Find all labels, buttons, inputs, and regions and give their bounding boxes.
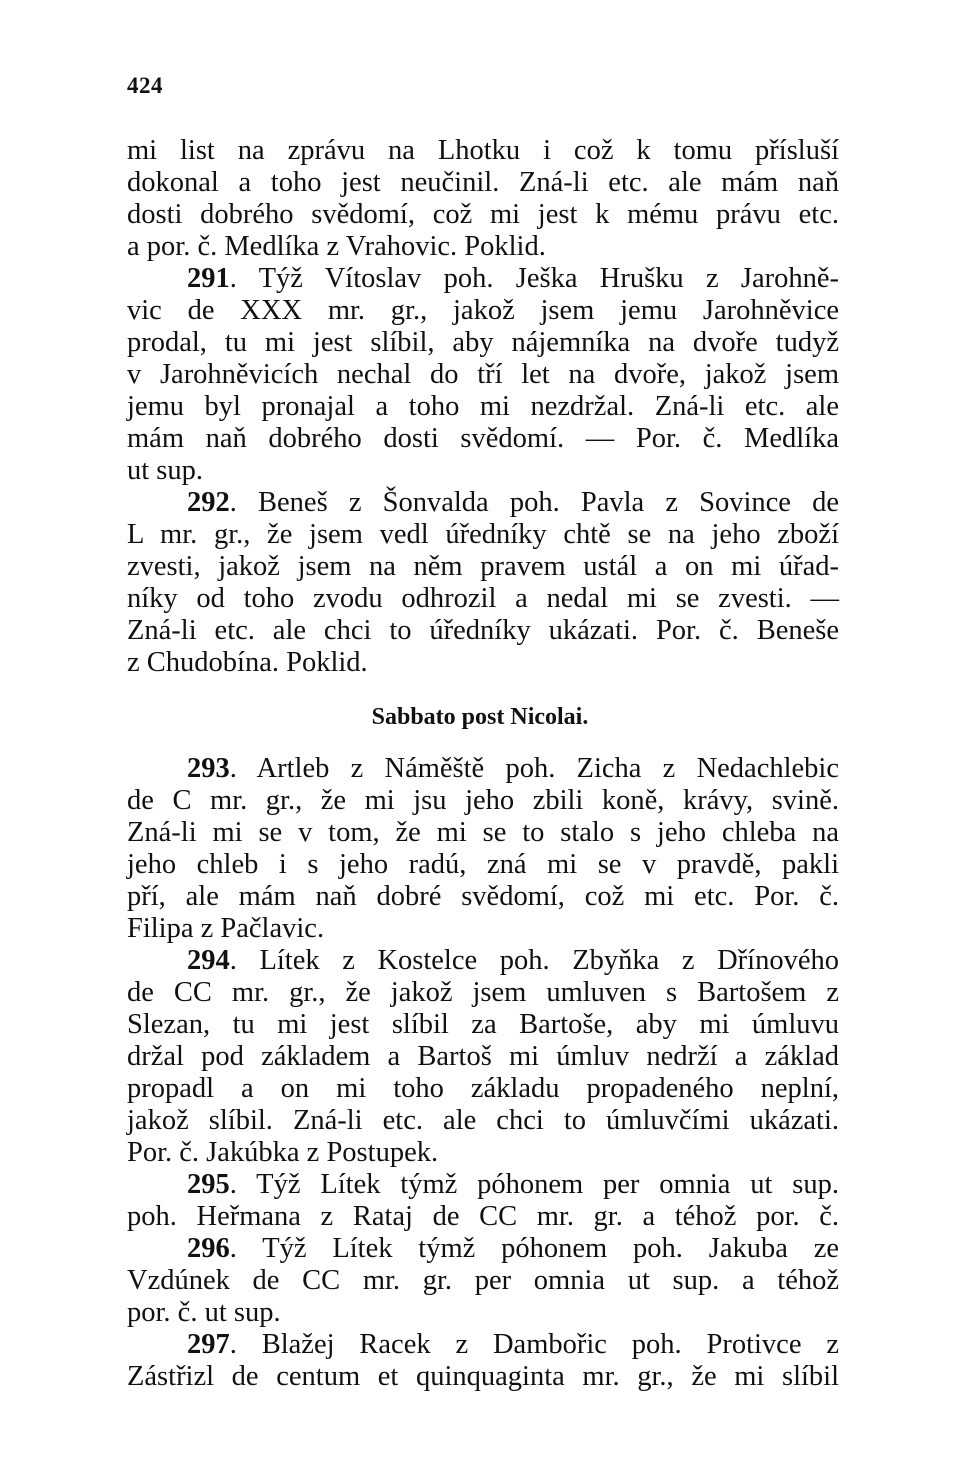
text-line: vic de XXX mr. gr., jakož jsem jemu Jarohněvice (127, 295, 839, 326)
text-line: por. č. ut sup. (127, 1297, 281, 1328)
text-line: dokonal a toho jest neučinil. Zná-li etc. ale mám naň (127, 167, 839, 198)
text-line: pří, ale mám naň dobré svědomí, což mi etc. Por. č. (127, 881, 839, 912)
text-line: propadl a on mi toho základu propadeného neplní, (127, 1073, 839, 1104)
text-line: de C mr. gr., že mi jsu jeho zbili koně, krávy, svině. (127, 785, 839, 816)
entry-text: . Beneš z Šonvalda poh. Pavla z Sovince de (229, 487, 839, 518)
entry-text: . Týž Lítek týmž póhonem per omnia ut sup. (229, 1169, 839, 1200)
text-line: L mr. gr., že jsem vedl úředníky chtě se na jeho zboží (127, 519, 839, 550)
text-line: Zná-li mi se v tom, že mi se to stalo s jeho chleba na (127, 817, 839, 848)
text-line: Zástřizl de centum et quinquaginta mr. gr., že mi slíbil (127, 1361, 839, 1392)
text-line: prodal, tu mi jest slíbil, aby nájemníka na dvoře tudyž (127, 327, 839, 358)
text-line: mám naň dobrého dosti svědomí. –– Por. č. Medlíka (127, 423, 839, 454)
text-line: jeho chleb i s jeho radú, zná mi se v pravdě, pakli (127, 849, 839, 880)
entry-text: . Blažej Racek z Dambořic poh. Protivce z (229, 1329, 839, 1360)
text-line: jemu byl pronajal a toho mi nezdržal. Zná-li etc. ale (127, 391, 839, 422)
entry-text: . Týž Vítoslav poh. Ješka Hrušku z Jarohně- (229, 263, 839, 294)
entry-293-first-line (187, 752, 839, 786)
text-line: v Jarohněvicích nechal do tří let na dvoře, jakož jsem (127, 359, 839, 390)
entry-number: 292 (187, 487, 230, 518)
entry-number: 295 (187, 1169, 230, 1200)
entry-294-first-line (187, 944, 839, 978)
text-line: de CC mr. gr., že jakož jsem umluven s Bartošem z (127, 977, 839, 1008)
text-line: poh. Heřmana z Rataj de CC mr. gr. a téhož por. č. (127, 1201, 839, 1232)
page-number: 424 (127, 73, 163, 98)
entry-295-first-line (187, 1168, 839, 1202)
text-line: Zná-li etc. ale chci to úředníky ukázati. Por. č. Beneše (127, 615, 839, 646)
text-line: jakož slíbil. Zná-li etc. ale chci to úmluvčími ukázati. (127, 1105, 839, 1136)
entry-number: 297 (187, 1329, 230, 1360)
text-line: zvesti, jakož jsem na něm pravem ustál a on mi úřad- (127, 551, 839, 582)
text-line: níky od toho zvodu odhrozil a nedal mi se zvesti. –– (127, 583, 839, 614)
entry-number: 293 (187, 753, 230, 784)
entry-296-first-line (187, 1232, 839, 1266)
text-line: dosti dobrého svědomí, což mi jest k mému právu etc. (127, 199, 839, 230)
section-heading: Sabbato post Nicolai. (371, 704, 589, 730)
entry-text: . Týž Lítek týmž póhonem poh. Jakuba ze (229, 1233, 839, 1264)
text-line: Filipa z Pačlavic. (127, 913, 325, 944)
text-line: Slezan, tu mi jest slíbil za Bartoše, aby mi úmluvu (127, 1009, 839, 1040)
text-line: mi list na zprávu na Lhotku i což k tomu přísluší (127, 135, 839, 166)
text-line: držal pod základem a Bartoš mi úmluv nedrží a základ (127, 1041, 839, 1072)
entry-297-first-line (187, 1328, 839, 1362)
entry-number: 291 (187, 263, 230, 294)
entry-text: . Artleb z Náměště poh. Zicha z Nedachlebic (229, 753, 839, 784)
text-line: z Chudobína. Poklid. (127, 647, 368, 678)
text-line: ut sup. (127, 455, 204, 486)
text-line: Vzdúnek de CC mr. gr. per omnia ut sup. a téhož (127, 1265, 839, 1296)
entry-number: 296 (187, 1233, 230, 1264)
entry-292-first-line (187, 486, 839, 520)
text-line: Por. č. Jakúbka z Postupek. (127, 1137, 439, 1168)
entry-text: . Lítek z Kostelce poh. Zbyňka z Dřínového (229, 945, 839, 976)
entry-291-first-line (187, 262, 839, 296)
text-line: a por. č. Medlíka z Vrahovic. Poklid. (127, 231, 546, 262)
entry-number: 294 (187, 945, 230, 976)
